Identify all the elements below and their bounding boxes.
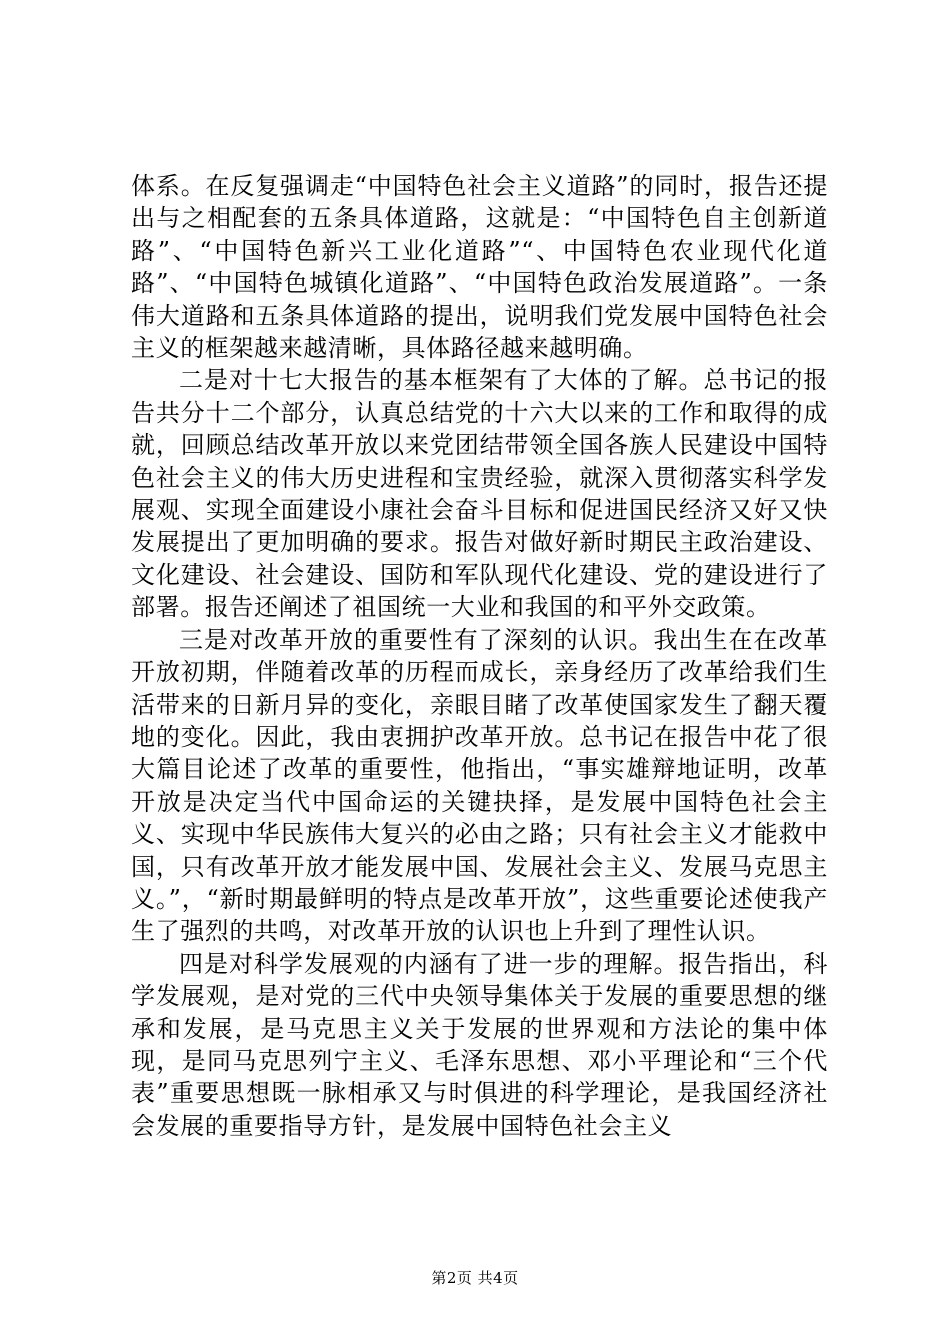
paragraph-third-point: 三是对改革开放的重要性有了深刻的认识。我出生在在改革开放初期，伴随着改革的历程而成长，亲身经历了改革给我们生活带来的日新月异的变化，亲眼目睹了改革使国家发生了翻天覆地的变化。因此，我由衷拥护改革开放。总书记在报告中花了很大篇目论述了改革的重要性，他指出，“事实雄辩地证明，改革开放是决定当代中国命运的关键抉择，是发展中国特色社会主义、实现中华民族伟大复兴的必由之路；只有社会主义才能救中国，只有改革开放才能发展中国、发展社会主义、发展马克思主义。”，“新时期最鲜明的特点是改革开放”，这些重要论述使我产生了强烈的共鸣，对改革开放的认识也上升到了理性认识。 <box>131 625 828 946</box>
paragraph-fourth-point: 四是对科学发展观的内涵有了进一步的理解。报告指出，科学发展观，是对党的三代中央领导集体关于发展的重要思想的继承和发展，是马克思主义关于发展的世界观和方法论的集中体现，是同马克思列宁主义、毛泽东思想、邓小平理论和“三个代表”重要思想既一脉相承又与时俱进的科学理论，是我国经济社会发展的重要指导方针，是发展中国特色社会主义 <box>131 949 828 1140</box>
paragraph-second-point: 二是对十七大报告的基本框架有了大体的了解。总书记的报告共分十二个部分，认真总结党的十六大以来的工作和取得的成就，回顾总结改革开放以来党团结带领全国各族人民建设中国特色社会主义的伟大历史进程和宝贵经验，就深入贯彻落实科学发展观、实现全面建设小康社会奋斗目标和促进国民经济又好又快发展提出了更加明确的要求。报告对做好新时期民主政治建设、文化建设、社会建设、国防和军队现代化建设、党的建设进行了部署。报告还阐述了祖国统一大业和我国的和平外交政策。 <box>131 366 828 622</box>
paragraph-continuation: 体系。在反复强调走“中国特色社会主义道路”的同时，报告还提出与之相配套的五条具体道路，这就是：“中国特色自主创新道路”、“中国特色新兴工业化道路”“、中国特色农业现代化道路”、“中国特色城镇化道路”、“中国特色政治发展道路”。一条伟大道路和五条具体道路的提出，说明我们党发展中国特色社会主义的框架越来越清晰，具体路径越来越明确。 <box>131 172 828 363</box>
page-number-footer: 第2页 共4页 <box>431 1269 519 1287</box>
body-text <box>131 170 828 1142</box>
